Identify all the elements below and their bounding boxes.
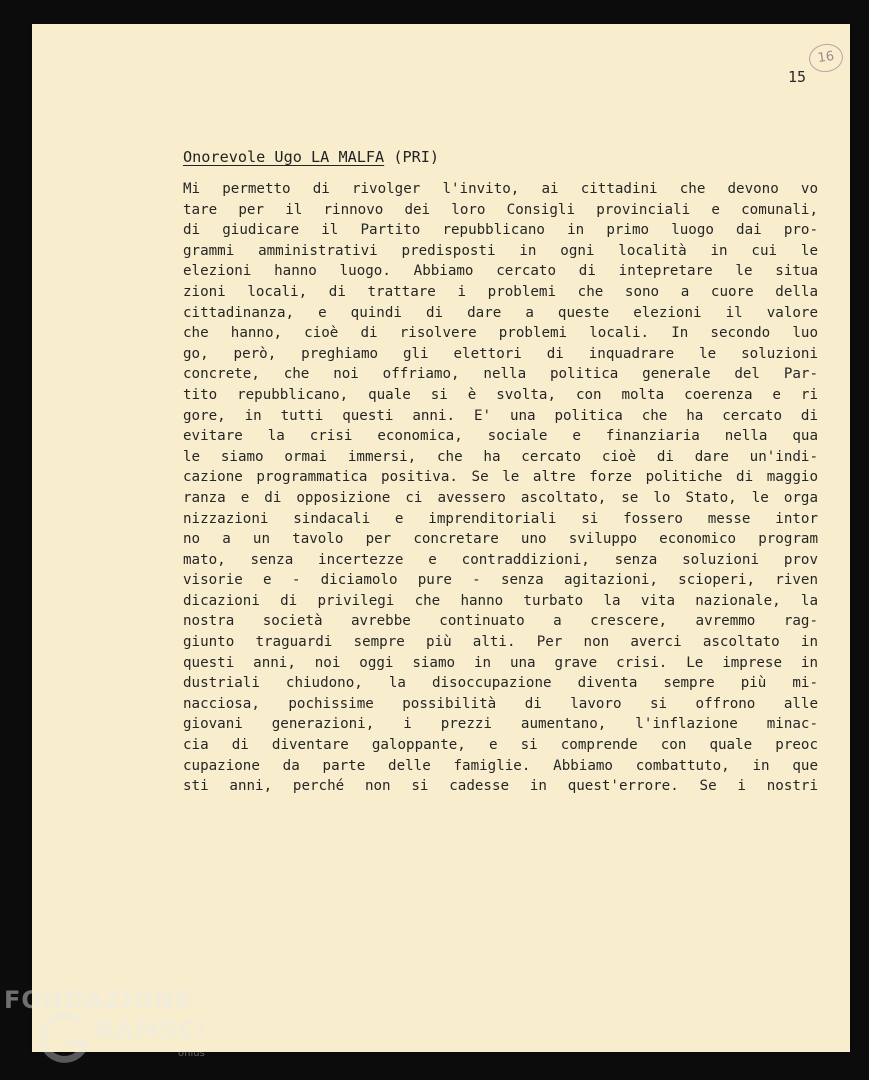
watermark-line1: FONDAZIONE xyxy=(4,986,193,1014)
speaker-name: Onorevole Ugo LA MALFA xyxy=(183,148,385,166)
watermark-g-logo-icon xyxy=(36,1010,92,1066)
text-line: tito repubblicano, quale si è svolta, con molta coerenza e ri xyxy=(183,386,818,403)
text-line: le siamo ormai immersi, che ha cercato cioè di dare un'indi- xyxy=(183,448,818,465)
document-page xyxy=(32,24,850,1052)
text-line: elezioni hanno luogo. Abbiamo cercato di intepretare le situa xyxy=(183,263,818,280)
text-line: giunto traguardi sempre più alti. Per non averci ascoltato in xyxy=(183,634,818,651)
text-line: gore, in tutti questi anni. E' una politica che ha cercato di xyxy=(183,407,818,424)
text-line: ranza e di opposizione ci avessero ascoltato, se lo Stato, le orga xyxy=(183,489,818,506)
text-line: questi anni, noi oggi siamo in una grave crisi. Le imprese in xyxy=(183,654,818,671)
foundation-watermark xyxy=(4,986,224,1076)
text-line: cia di diventare galoppante, e si comprende con quale preoc xyxy=(183,737,818,754)
text-line: grammi amministrativi predisposti in ogni località in cui le xyxy=(183,242,818,259)
speaker-heading xyxy=(183,148,439,166)
text-line: nizzazioni sindacali e imprenditoriali si fossero messe intor xyxy=(183,510,818,527)
archive-stamp-number: 16 xyxy=(807,42,845,74)
text-line: tare per il rinnovo dei loro Consigli provinciali e comunali, xyxy=(183,201,818,218)
text-line: cupazione da parte delle famiglie. Abbiamo combattuto, in que xyxy=(183,757,818,774)
text-line: go, però, preghiamo gli elettori di inquadrare le soluzioni xyxy=(183,345,818,362)
speaker-party: (PRI) xyxy=(393,148,440,166)
page-number: 15 xyxy=(788,68,807,86)
text-line: no a un tavolo per concretare uno sviluppo economico program xyxy=(183,531,818,548)
text-line: concrete, che noi offriamo, nella politica generale del Par- xyxy=(183,366,818,383)
text-line: sti anni, perché non si cadesse in quest'errore. Se i nostri xyxy=(183,778,818,795)
text-line: cazione programmatica positiva. Se le altre forze politiche di maggio xyxy=(183,469,818,486)
text-line: dustriali chiudono, la disoccupazione diventa sempre più mi- xyxy=(183,675,818,692)
text-line: zioni locali, di trattare i problemi che sono a cuore della xyxy=(183,283,818,300)
text-line: Mi permetto di rivolger l'invito, ai cittadini che devono vo xyxy=(183,181,818,197)
text-line: che hanno, cioè di risolvere problemi locali. In secondo luo xyxy=(183,325,818,342)
text-line: cittadinanza, e quindi di dare a queste elezioni il valore xyxy=(183,304,818,321)
text-line: mato, senza incertezze e contraddizioni, senza soluzioni prov xyxy=(183,551,818,568)
text-line: di giudicare il Partito repubblicano in primo luogo dai pro- xyxy=(183,222,818,239)
text-line: giovani generazioni, i prezzi aumentano, l'inflazione minac- xyxy=(183,716,818,733)
text-line: evitare la crisi economica, sociale e finanziaria nella qua xyxy=(183,428,818,445)
text-line: dicazioni di privilegi che hanno turbato la vita nazionale, la xyxy=(183,592,818,609)
watermark-line2: RAMSCI xyxy=(96,1016,207,1044)
text-line: visorie e - diciamolo pure - senza agitazioni, scioperi, riven xyxy=(183,572,818,589)
text-line: nostra società avrebbe continuato a crescere, avremmo rag- xyxy=(183,613,818,630)
speech-body xyxy=(183,179,818,797)
watermark-suffix: onlus xyxy=(178,1048,205,1059)
text-line: nacciosa, pochissime possibilità di lavoro si offrono alle xyxy=(183,695,818,712)
